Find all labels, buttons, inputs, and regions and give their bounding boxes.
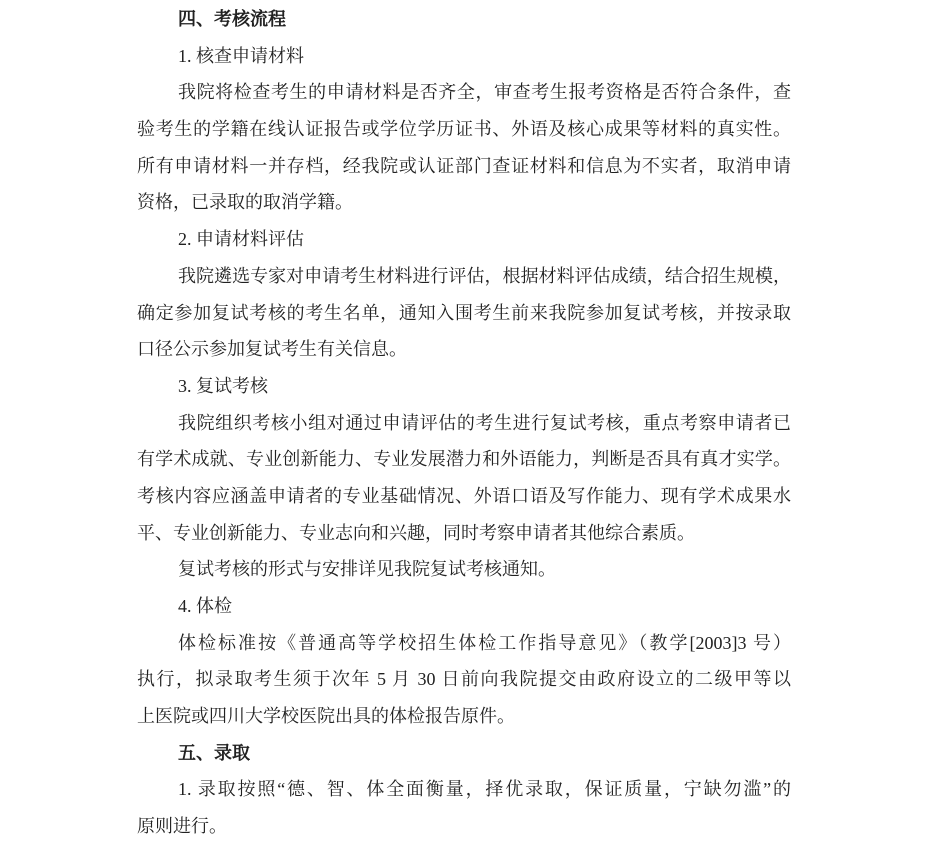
para-material-evaluation-line-1: 我院遴选专家对申请考生材料进行评估，根据材料评估成绩，结合招生规模， bbox=[178, 265, 791, 286]
para-admission-line-2: 原则进行。 bbox=[137, 816, 227, 837]
para-admission-line-1: 1. 录取按照“德、智、体全面衡量，择优录取，保证质量，宁缺勿滥”的 bbox=[178, 779, 791, 800]
para-check-materials-line-4: 资格，已录取的取消学籍。 bbox=[137, 192, 353, 213]
para-retest-line-3: 考核内容应涵盖申请者的专业基础情况、外语口语及写作能力、现有学术成果水 bbox=[137, 485, 791, 506]
para-material-evaluation-line-3: 口径公示参加复试考生有关信息。 bbox=[137, 339, 407, 360]
heading-section-five: 五、录取 bbox=[178, 742, 250, 763]
para-physical-exam-line-2: 执行，拟录取考生须于次年 5 月 30 日前向我院提交由政府设立的二级甲等以 bbox=[137, 669, 791, 690]
heading-section-four: 四、考核流程 bbox=[178, 9, 286, 29]
para-retest-line-1: 我院组织考核小组对通过申请评估的考生进行复试考核，重点考察申请者已 bbox=[178, 412, 791, 433]
para-check-materials-line-3: 所有申请材料一并存档，经我院或认证部门查证材料和信息为不实者，取消申请 bbox=[137, 155, 791, 176]
document-text-block bbox=[137, 1, 791, 845]
subheading-retest-assessment: 3. 复试考核 bbox=[178, 375, 268, 396]
subheading-material-evaluation: 2. 申请材料评估 bbox=[178, 229, 304, 250]
para-retest-notice: 复试考核的形式与安排详见我院复试考核通知。 bbox=[178, 559, 556, 580]
para-retest-line-4: 平、专业创新能力、专业志向和兴趣，同时考察申请者其他综合素质。 bbox=[137, 522, 695, 543]
para-check-materials-line-2: 验考生的学籍在线认证报告或学位学历证书、外语及核心成果等材料的真实性。 bbox=[137, 119, 791, 140]
para-physical-exam-line-3: 上医院或四川大学校医院出具的体检报告原件。 bbox=[137, 706, 515, 727]
subheading-physical-exam: 4. 体检 bbox=[178, 596, 232, 616]
para-check-materials-line-1: 我院将检查考生的申请材料是否齐全，审查考生报考资格是否符合条件，查 bbox=[178, 82, 791, 103]
para-physical-exam-line-1: 体检标准按《普通高等学校招生体检工作指导意见》（教学[2003]3 号） bbox=[178, 632, 791, 653]
subheading-check-materials: 1. 核查申请材料 bbox=[178, 45, 304, 66]
para-material-evaluation-line-2: 确定参加复试考核的考生名单，通知入围考生前来我院参加复试考核，并按录取 bbox=[137, 302, 791, 323]
para-retest-line-2: 有学术成就、专业创新能力、专业发展潜力和外语能力，判断是否具有真才实学。 bbox=[137, 449, 791, 470]
